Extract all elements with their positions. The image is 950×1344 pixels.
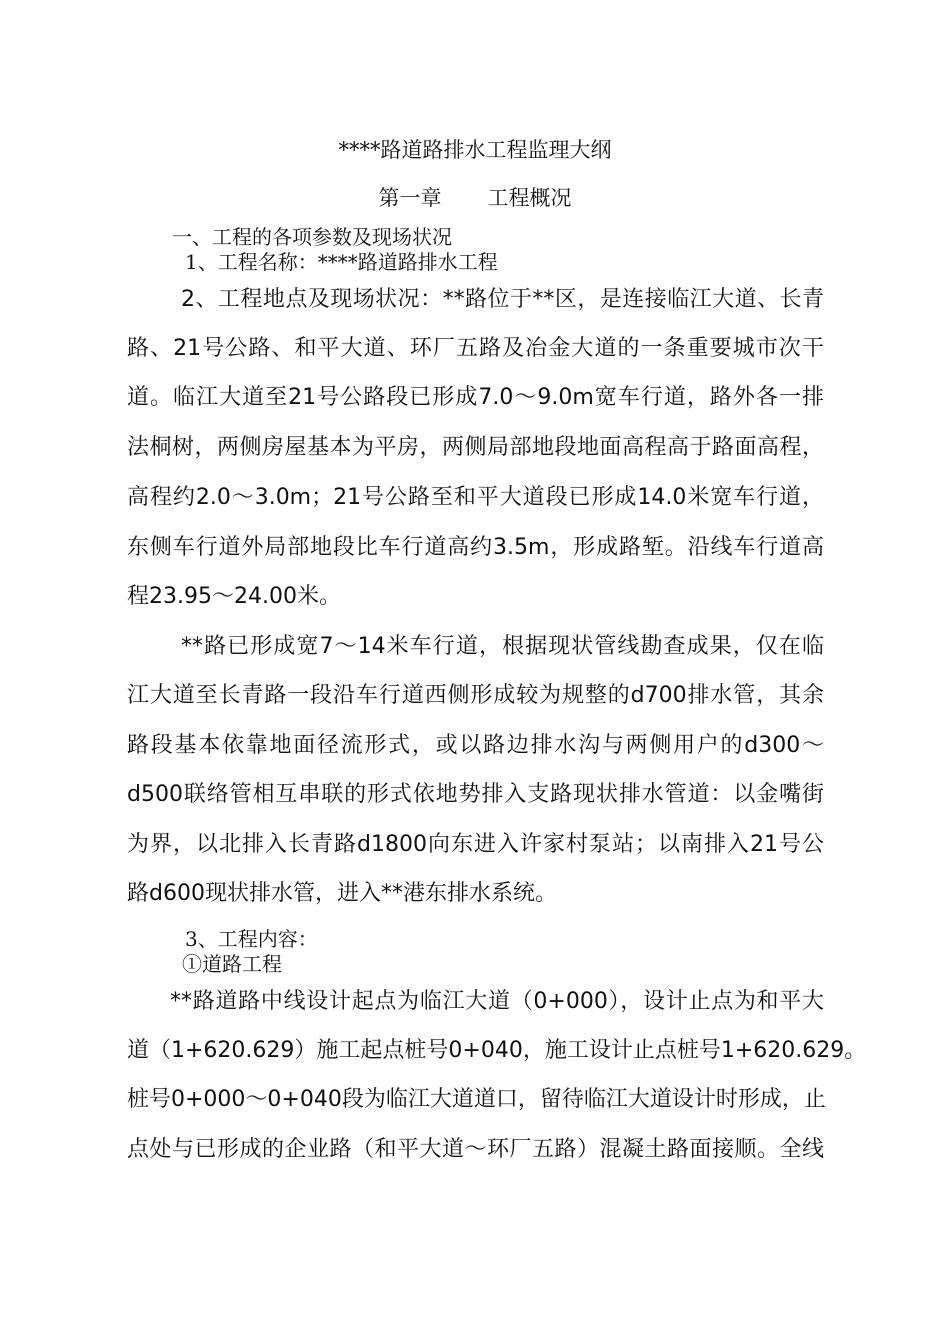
paragraph-line: **路已形成宽7～14米车行道，根据现状管线勘查成果，仅在临 [181,634,824,659]
paragraph-line: **路道路中线设计起点为临江大道（0+000），设计止点为和平大 [170,989,824,1014]
paragraph-line: 道（1+620.629）施工起点桩号0+040，施工设计止点桩号1+620.629。 [127,1038,867,1063]
paragraph-line: 法桐树，两侧房屋基本为平房，两侧局部地段地面高程高于路面高程， [127,435,824,460]
chapter-name: 工程概况 [487,186,572,210]
paragraph-line: 江大道至长青路一段沿车行道西侧形成较为规整的d700排水管，其余 [127,683,824,708]
paragraph-line: 东侧车行道外局部地段比车行道高约3.5m，形成路堑。沿线车行道高 [127,535,824,560]
paragraph-line: 路、21号公路、和平大道、环厂五路及冶金大道的一条重要城市次干 [127,336,824,361]
paragraph-line: 桩号0+000～0+040段为临江大道道口，留待临江大道设计时形成，止 [127,1087,826,1112]
section-heading: 一、工程的各项参数及现场状况 [172,225,452,249]
road-works-subitem: ①道路工程 [182,952,282,976]
project-content-item: 3、工程内容： [185,927,318,951]
chapter-number: 第一章 [378,186,442,210]
project-name-item: 1、工程名称：****路道路排水工程 [185,250,498,274]
paragraph-line: 道。临江大道至21号公路段已形成7.0～9.0m宽车行道，路外各一排 [127,385,824,410]
paragraph-line: d500联络管相互串联的形式依地势排入支路现状排水管道：以金嘴街 [127,782,824,807]
paragraph-line: 程23.95～24.00米。 [127,584,341,609]
paragraph-line: 2、工程地点及现场状况：**路位于**区，是连接临江大道、长青 [181,287,824,312]
chapter-heading [0,182,950,214]
document-title: ****路道路排水工程监理大纲 [338,138,612,162]
paragraph-line: 为界，以北排入长青路d1800向东进入许家村泵站；以南排入21号公 [127,832,824,857]
paragraph-line: 路段基本依靠地面径流形式，或以路边排水沟与两侧用户的d300～ [127,733,824,758]
paragraph-line: 点处与已形成的企业路（和平大道～环厂五路）混凝土路面接顺。全线 [127,1137,824,1162]
paragraph-line: 高程约2.0～3.0m；21号公路至和平大道段已形成14.0米宽车行道， [127,485,824,510]
paragraph-line: 路d600现状排水管，进入**港东排水系统。 [127,881,557,906]
